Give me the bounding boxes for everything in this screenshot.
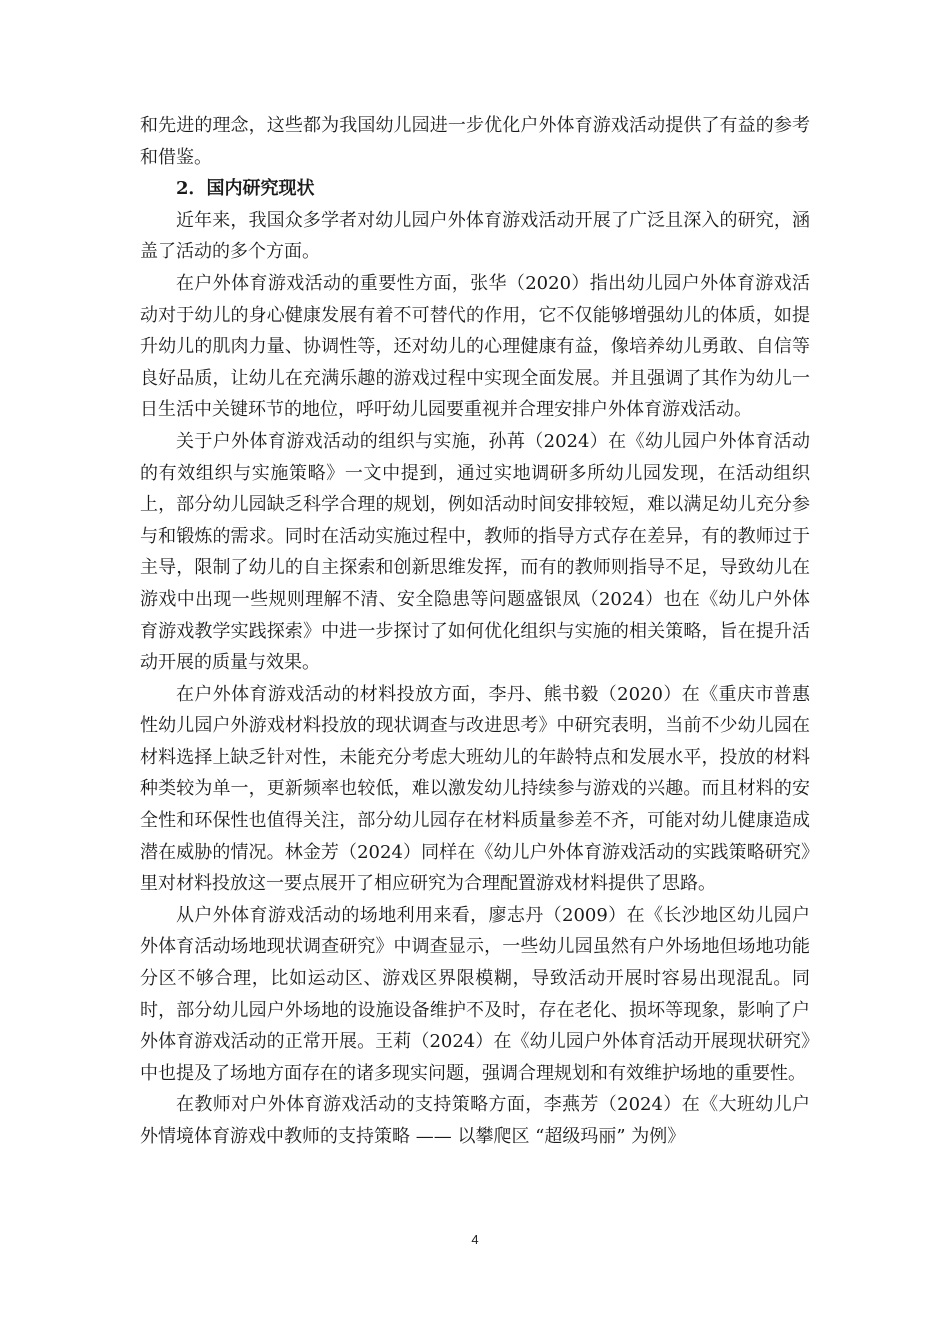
section-heading: 2．国内研究现状 — [176, 178, 315, 200]
paragraph-continuation: 和先进的理念，这些都为我国幼儿园进一步优化户外体育游戏活动提供了有益的参考和借鉴。 — [140, 115, 810, 168]
page-number: 4 — [471, 1232, 479, 1247]
paragraph: 从户外体育游戏活动的场地利用来看，廖志丹（2009）在《长沙地区幼儿园户外体育活动场地现状调查研究》中调查显示，一些幼儿园虽然有户外场地但场地功能分区不够合理，比如运动区、游戏区界限模糊，导致活动开展时容易出现混乱。同时，部分幼儿园户外场地的设施设备维护不及时，存在老化、损坏等现象，影响了户外体育游戏活动的正常开展。王莉（2024）在《幼儿园户外体育活动开展现状研究》中也提及了场地方面存在的诸多现实问题，强调合理规划和有效维护场地的重要性。 — [140, 904, 810, 1084]
paragraph: 在户外体育游戏活动的重要性方面，张华（2020）指出幼儿园户外体育游戏活动对于幼儿的身心健康发展有着不可替代的作用，它不仅能够增强幼儿的体质，如提升幼儿的肌肉力量、协调性等，还对幼儿的心理健康有益，像培养幼儿勇敢、自信等良好品质，让幼儿在充满乐趣的游戏过程中实现全面发展。并且强调了其作为幼儿一日生活中关键环节的地位，呼吁幼儿园要重视并合理安排户外体育游戏活动。 — [140, 272, 810, 421]
document-body — [140, 110, 810, 1153]
paragraph: 在户外体育游戏活动的材料投放方面，李丹、熊书毅（2020）在《重庆市普惠性幼儿园户外游戏材料投放的现状调查与改进思考》中研究表明，当前不少幼儿园在材料选择上缺乏针对性，未能充分考虑大班幼儿的年龄特点和发展水平，投放的材料种类较为单一，更新频率也较低，难以激发幼儿持续参与游戏的兴趣。而且材料的安全性和环保性也值得关注，部分幼儿园存在材料质量参差不齐，可能对幼儿健康造成潜在威胁的情况。林金芳（2024）同样在《幼儿户外体育游戏活动的实践策略研究》里对材料投放这一要点展开了相应研究为合理配置游戏材料提供了思路。 — [140, 683, 810, 895]
paragraph: 近年来，我国众多学者对幼儿园户外体育游戏活动开展了广泛且深入的研究，涵盖了活动的多个方面。 — [140, 209, 810, 263]
paragraph: 关于户外体育游戏活动的组织与实施，孙苒（2024）在《幼儿园户外体育活动的有效组织与实施策略》一文中提到，通过实地调研多所幼儿园发现，在活动组织上，部分幼儿园缺乏科学合理的规划，例如活动时间安排较短，难以满足幼儿充分参与和锻炼的需求。同时在活动实施过程中，教师的指导方式存在差异，有的教师过于主导，限制了幼儿的自主探索和创新思维发挥，而有的教师则指导不足，导致幼儿在游戏中出现一些规则理解不清、安全隐患等问题盛银凤（2024）也在《幼儿户外体育游戏教学实践探索》中进一步探讨了如何优化组织与实施的相关策略，旨在提升活动开展的质量与效果。 — [140, 430, 810, 674]
paragraph: 在教师对户外体育游戏活动的支持策略方面，李燕芳（2024）在《大班幼儿户外情境体育游戏中教师的支持策略 —— 以攀爬区 “超级玛丽” 为例》 — [140, 1094, 810, 1147]
